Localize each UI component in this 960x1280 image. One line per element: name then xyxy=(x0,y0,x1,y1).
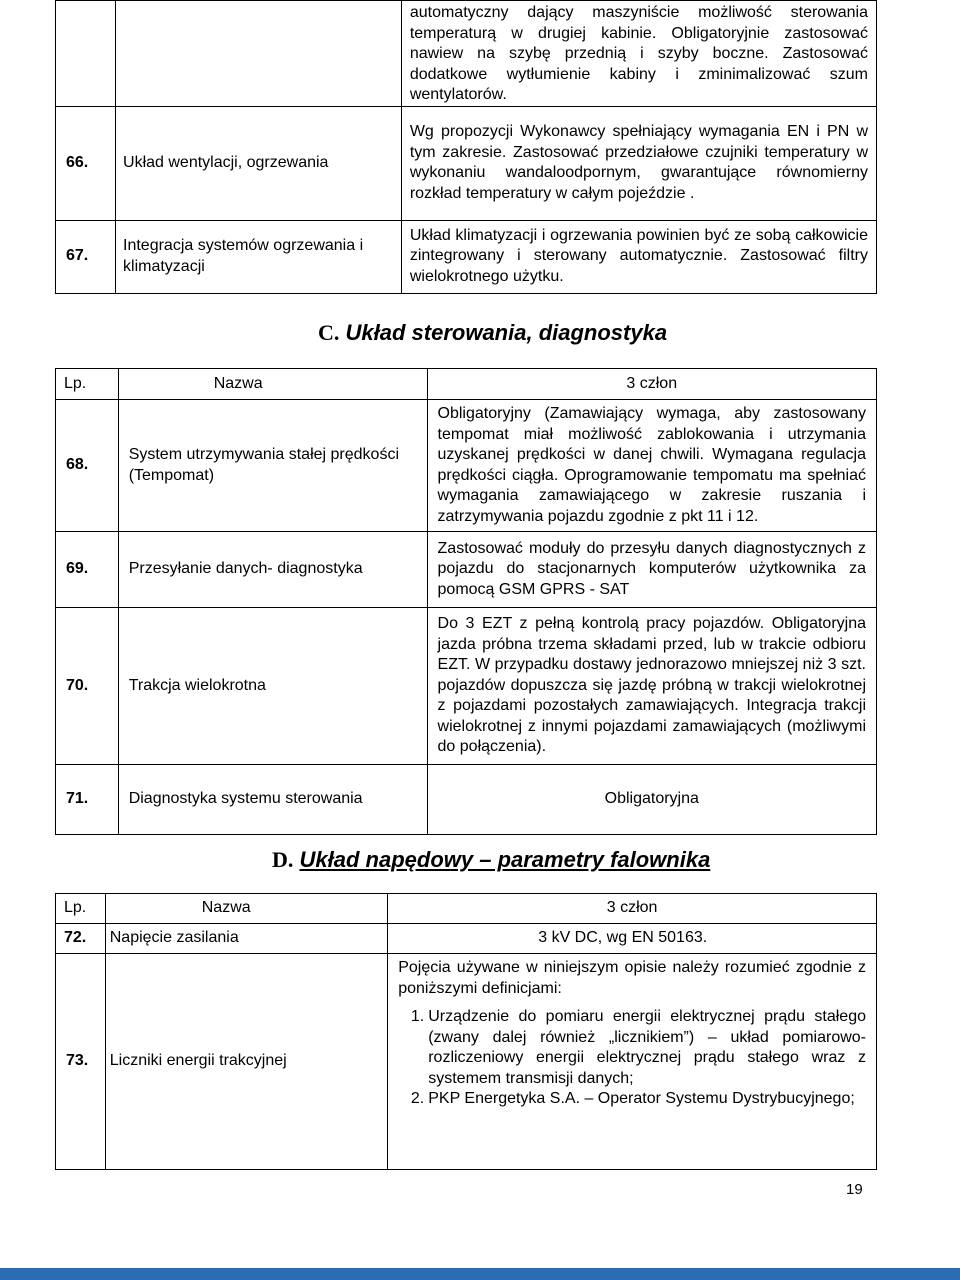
table-row xyxy=(56,532,877,608)
table-row xyxy=(56,220,877,293)
row-name: Układ wentylacji, ogrzewania xyxy=(116,106,402,220)
definitions-intro: Pojęcia używane w niniejszym opisie należy rozumieć zgodnie z poniższymi definicjami: xyxy=(398,959,866,997)
row-number: 70. xyxy=(56,608,119,765)
row-description: 3 kV DC, wg EN 50163. xyxy=(388,924,877,954)
row-number: 73. xyxy=(56,954,106,1170)
page-number: 19 xyxy=(846,1181,863,1198)
row-name: Napięcie zasilania xyxy=(105,924,387,954)
list-item: 1. Urządzenie do pomiaru energii elektrycznej prądu stałego (zwany dalej również „licznikiem”) – układ pomiarowo- rozliczeniowy energii elektrycznej prądu stałego wraz z systemem transmisji danych; xyxy=(410,1008,866,1087)
table-row xyxy=(56,608,877,765)
header-col3: 3 człon xyxy=(427,369,876,400)
row-description: Obligatoryjny (Zamawiający wymaga, aby zastosowany tempomat miał możliwość zablokowania i utrzymania uzyskanej prędkości w danej chwili. Wymagana regulacja prędkości ciągła. Oprogramowanie tempomatu ma spełniać wymagania zamawiającego w zakresie ruszania i zatrzymywania pojazdu zgodnie z pkt 11 i 12. xyxy=(427,400,876,532)
table-row xyxy=(56,954,877,1170)
list-item: 2. PKP Energetyka S.A. – Operator Systemu Dystrybucyjnego; xyxy=(410,1090,855,1107)
footer-bar xyxy=(0,1268,960,1280)
row-name: Integracja systemów ogrzewania i klimatyzacji xyxy=(116,220,402,293)
row-name: System utrzymywania stałej prędkości (Tempomat) xyxy=(118,400,427,532)
row-name: Diagnostyka systemu sterowania xyxy=(118,765,427,835)
row-name: Przesyłanie danych- diagnostyka xyxy=(118,532,427,608)
section-c-heading: C. Układ sterowania, diagnostyka xyxy=(318,320,668,345)
requirements-table-continued xyxy=(55,0,877,294)
row-description: Układ klimatyzacji i ogrzewania powinien być ze sobą całkowicie zintegrowany i sterowany automatycznie. Zastosować filtry wielokrotnego użytku. xyxy=(401,220,876,293)
row-name xyxy=(116,1,402,107)
table-row xyxy=(56,1,877,107)
row-description: Zastosować moduły do przesyłu danych diagnostycznych z pojazdu do stacjonarnych komputerów użytkownika za pomocą GSM GPRS - SAT xyxy=(427,532,876,608)
table-row xyxy=(56,106,877,220)
table-row xyxy=(56,924,877,954)
row-number xyxy=(56,1,116,107)
header-lp: Lp. xyxy=(56,894,106,924)
row-description: Obligatoryjna xyxy=(427,765,876,835)
table-header xyxy=(56,369,877,400)
row-description xyxy=(388,954,877,1170)
table-header xyxy=(56,894,877,924)
header-name: Nazwa xyxy=(118,369,427,400)
row-name: Trakcja wielokrotna xyxy=(118,608,427,765)
table-row xyxy=(56,400,877,532)
row-name: Liczniki energii trakcyjnej xyxy=(105,954,387,1170)
section-d-heading: D. Układ napędowy – parametry falownika xyxy=(272,847,711,872)
row-description: automatyczny dający maszyniście możliwość sterowania temperaturą w drugiej kabinie. Obligatoryjnie zastosować nawiew na szybę przednią i szyby boczne. Zastosować dodatkowe wytłumienie kabiny i zminimalizować szum wentylatorów. xyxy=(401,1,876,107)
row-number: 66. xyxy=(56,106,116,220)
row-description: Wg propozycji Wykonawcy spełniający wymagania EN i PN w tym zakresie. Zastosować przedziałowe czujniki temperatury w wykonaniu wandaloodpornym, gwarantujące równomierny rozkład temperatury w całym pojeździe . xyxy=(401,106,876,220)
row-number: 71. xyxy=(56,765,119,835)
row-number: 69. xyxy=(56,532,119,608)
row-description: Do 3 EZT z pełną kontrolą pracy pojazdów. Obligatoryjna jazda próbna trzema składami przed, lub w trakcie odbioru EZT. W przypadku dostawy jednorazowo mniejszej niż 3 szt. pojazdów dopuszcza się jazdę próbną w trakcji wielokrotnej z pojazdami pozostałych zamawiających. Integracja trakcji wielokrotnej z innymi pojazdami zamawiających (możliwymi do połączenia). xyxy=(427,608,876,765)
header-name: Nazwa xyxy=(105,894,387,924)
drive-system-table xyxy=(55,893,877,1170)
row-number: 68. xyxy=(56,400,119,532)
control-diagnostics-table xyxy=(55,368,877,835)
header-lp: Lp. xyxy=(56,369,119,400)
row-number: 67. xyxy=(56,220,116,293)
header-col3: 3 człon xyxy=(388,894,877,924)
row-number: 72. xyxy=(56,924,106,954)
table-row xyxy=(56,765,877,835)
definitions-list xyxy=(398,1007,866,1110)
